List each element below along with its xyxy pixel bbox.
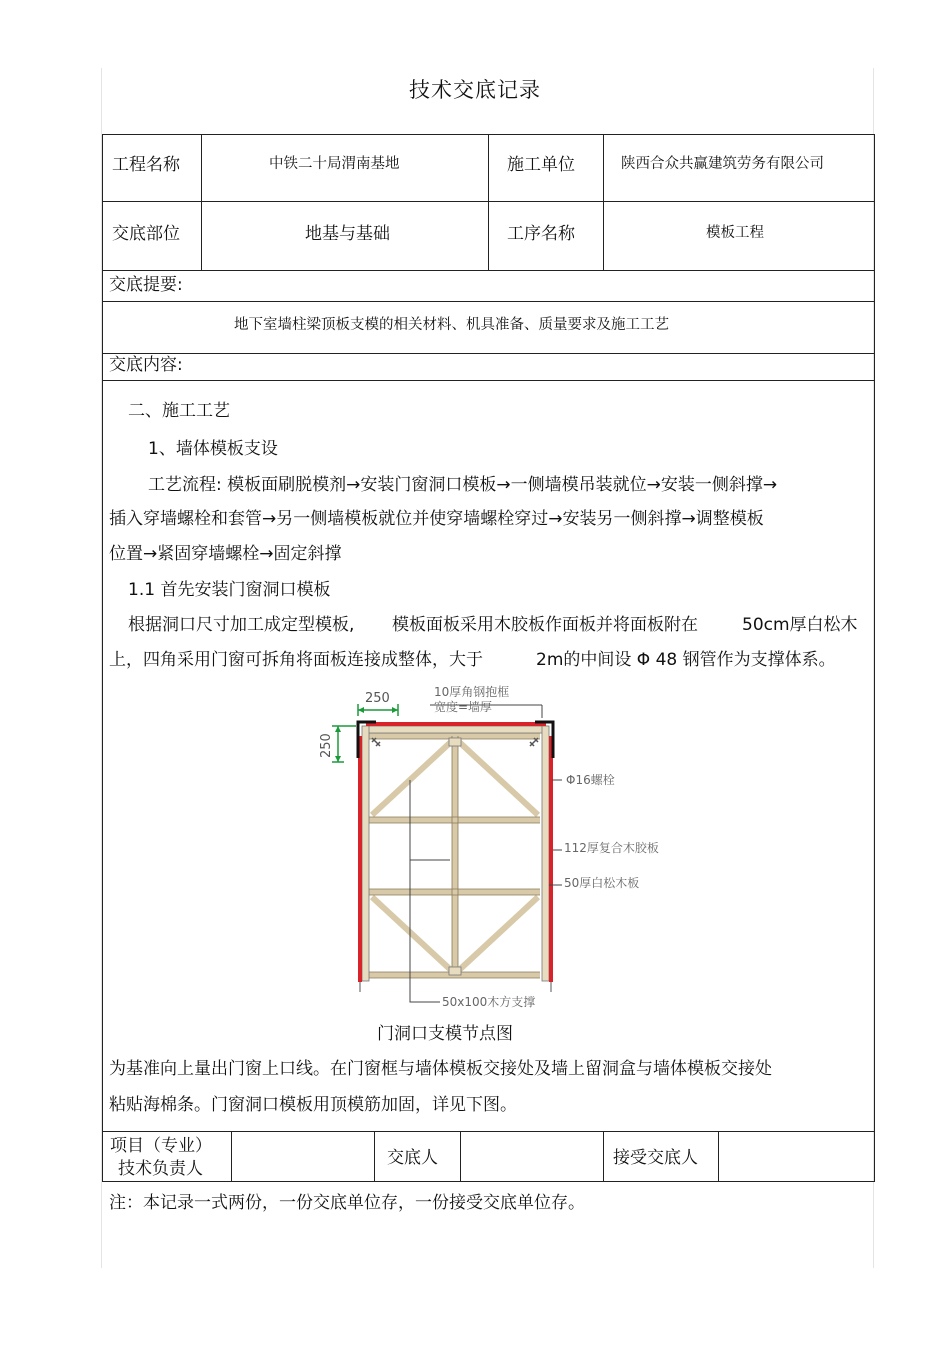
dimension-side	[332, 726, 356, 762]
pine-board-top	[366, 726, 546, 733]
plywood-top	[366, 722, 546, 726]
contractor-value: 陕西合众共赢建筑劳务有限公司	[621, 156, 824, 172]
plywood-right	[549, 736, 553, 982]
table-border-left	[102, 134, 103, 1182]
table-col-divider	[488, 134, 489, 270]
plywood-left	[358, 736, 362, 982]
table-rule	[102, 270, 875, 271]
table-col-divider	[201, 134, 202, 270]
flow-line-1: 工艺流程: 模板面刷脱模剂→安装门窗洞口模板→一侧墙模吊装就位→安装一侧斜撑→	[148, 475, 778, 495]
table-rule	[102, 1181, 875, 1182]
table-rule	[102, 353, 875, 354]
paragraph-1a: 根据洞口尺寸加工成定型模板,	[128, 615, 355, 635]
label-bolt: Φ16螺栓	[566, 773, 615, 787]
project-name-label: 工程名称	[112, 155, 180, 175]
table-rule	[102, 380, 875, 381]
figure-caption: 门洞口支模节点图	[377, 1024, 513, 1044]
footer-col-divider	[603, 1131, 604, 1181]
dimension-top-value: 250	[365, 691, 390, 706]
label-angle-frame-2: 宽度=墙厚	[434, 700, 493, 714]
label-brace: 50x100木方支撑	[442, 995, 536, 1009]
content-label: 交底内容:	[109, 355, 183, 375]
item-heading: 1.1 首先安装门窗洞口模板	[128, 580, 331, 600]
door-opening-formwork-diagram	[300, 680, 700, 1015]
location-label: 交底部位	[112, 224, 180, 244]
flow-line-2: 插入穿墙螺栓和套管→另一侧墙模板就位并使穿墙螺栓穿过→安装另一侧斜撑→调整模板	[109, 509, 764, 529]
contractor-label: 施工单位	[507, 155, 575, 175]
label-plywood: 112厚复合木胶板	[564, 841, 659, 855]
paragraph-1b: 模板面板采用木胶板作面板并将面板附在	[392, 615, 698, 635]
pine-board-left	[362, 726, 369, 981]
footer-col-divider	[460, 1131, 461, 1181]
table-rule	[102, 301, 875, 302]
discloser-label: 交底人	[387, 1148, 438, 1168]
label-angle-frame-1: 10厚角钢抱框	[434, 685, 510, 699]
footer-col-divider	[718, 1131, 719, 1181]
footer-note: 注：本记录一式两份，一份交底单位存，一份接受交底单位存。	[109, 1193, 585, 1213]
after-figure-line-1: 为基准向上量出门窗上口线。在门窗框与墙体模板交接处及墙上留洞盒与墙体模板交接处	[109, 1059, 772, 1079]
table-rule	[102, 1131, 875, 1132]
dimension-side-value: 250	[319, 733, 334, 758]
subsection-heading: 1、墙体模板支设	[148, 439, 278, 459]
label-pine: 50厚白松木板	[564, 876, 640, 890]
flow-line-3: 位置→紧固穿墙螺栓→固定斜撑	[109, 544, 342, 564]
receiver-label: 接受交底人	[613, 1148, 698, 1168]
summary-label: 交底提要:	[109, 275, 183, 295]
paragraph-2b: 2m的中间设 Φ 48 钢管作为支撑体系。	[536, 650, 836, 670]
location-value: 地基与基础	[305, 224, 390, 244]
table-col-divider	[603, 134, 604, 270]
summary-text: 地下室墙柱梁顶板支模的相关材料、机具准备、质量要求及施工工艺	[234, 317, 669, 333]
after-figure-line-2: 粘贴海棉条。门窗洞口模板用顶模筋加固，详见下图。	[109, 1095, 517, 1115]
tech-lead-label-1: 项目（专业）	[110, 1136, 212, 1156]
process-value: 模板工程	[706, 225, 764, 241]
paragraph-1c: 50cm厚白松木	[742, 615, 858, 635]
footer-col-divider	[374, 1131, 375, 1181]
tech-lead-label-2: 技术负责人	[118, 1159, 203, 1179]
process-label: 工序名称	[507, 224, 575, 244]
footer-col-divider	[231, 1131, 232, 1181]
section-heading: 二、施工工艺	[128, 401, 230, 421]
timber-bracing	[368, 736, 540, 975]
document-title: 技术交底记录	[409, 78, 541, 102]
paragraph-2a: 上，四角采用门窗可拆角将面板连接成整体，大于	[109, 650, 483, 670]
project-name-value: 中铁二十局渭南基地	[269, 156, 400, 172]
table-border-right	[874, 134, 875, 1182]
pine-board-right	[542, 726, 549, 981]
